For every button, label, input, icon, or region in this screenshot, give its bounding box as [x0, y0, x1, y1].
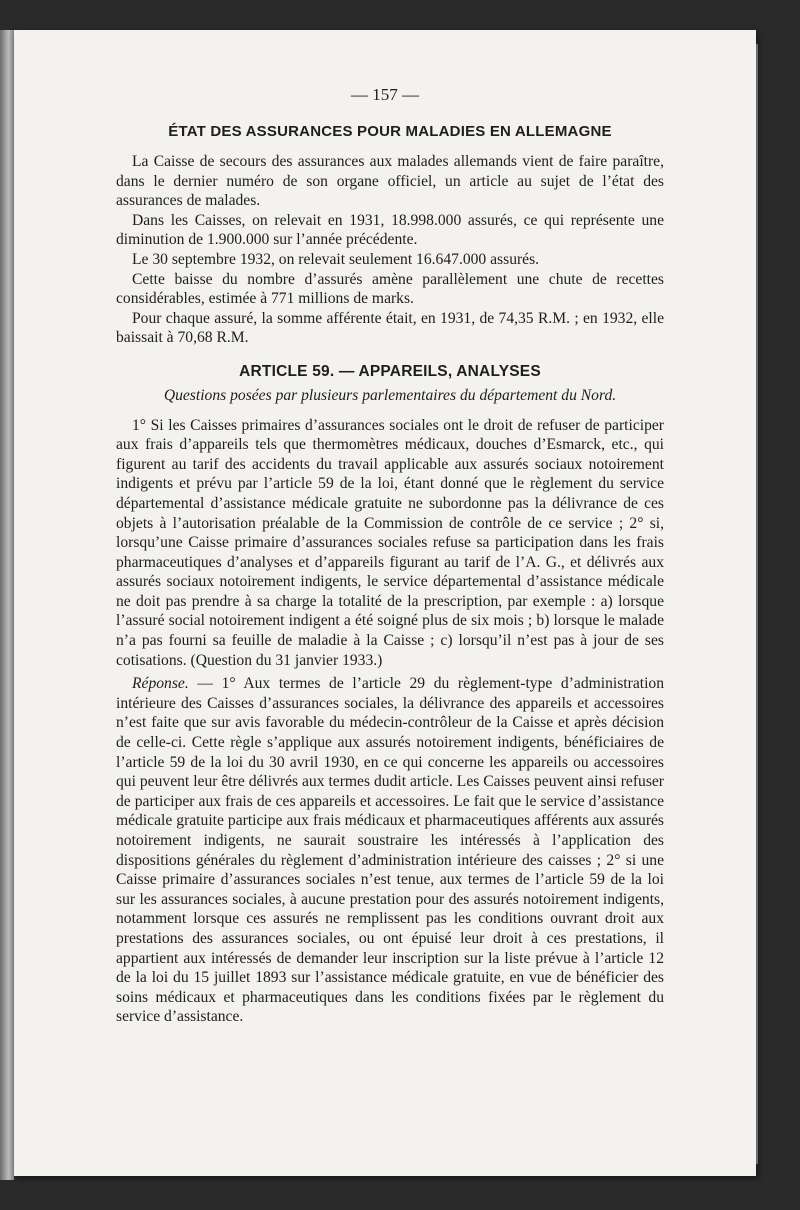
paragraph: Cette baisse du nombre d’assurés amène parallèlement une chute de recettes considérables, estimée à 771 millions de marks.	[116, 270, 664, 308]
question-paragraph: 1° Si les Caisses primaires d’assurances sociales ont le droit de refuser de participer aux frais d’appareils tels que thermomètres médicaux, douches d’Esmarck, etc., qui figurent au tarif des accidents du travail applicable aux assurés sociaux notoirement indigents et prévu par l’article 59 de la loi, étant donné que le règlement du service départemental d’assistance médicale gratuite ne subordonne pas la délivrance de ces objets à l’autorisation préalable de la Commission de contrôle de ce service ; 2° si, lorsqu’une Caisse primaire d’assurances sociales refuse sa participation dans les frais pharmaceutiques d’analyses et d’appareils figurant au tarif de l’A. G., et délivrés aux assurés sociaux notoirement indigents, le service départemental d’assistance médicale ne doit pas prendre à sa charge la totalité de la prescription, par exemple : a) lorsque l’assuré social notoirement indigent a été soigné plus de six mois ; b) lorsque le malade n’a pas fourni sa feuille de maladie à la Caisse ; c) lorsqu’il n’est pas à jour de ses cotisations. (Question du 31 janvier 1933.)	[116, 416, 664, 669]
answer-paragraph	[116, 674, 664, 1027]
paragraph: Dans les Caisses, on relevait en 1931, 18.998.000 assurés, ce qui représente une diminution de 1.900.000 sur l’année précédente.	[116, 211, 664, 249]
section-title-article-59: ARTICLE 59. — APPAREILS, ANALYSES	[239, 362, 541, 380]
section-subtitle: Questions posées par plusieurs parlementaires du département du Nord.	[163, 386, 617, 404]
page-number: — 157 —	[351, 85, 419, 104]
paragraph: Pour chaque assuré, la somme afférente était, en 1931, de 74,35 R.M. ; en 1932, elle baissait à 70,68 R.M.	[116, 309, 664, 347]
paragraph: La Caisse de secours des assurances aux malades allemands vient de faire paraître, dans le dernier numéro de son organe officiel, un article au sujet de l’état des assurances de malades.	[116, 153, 664, 210]
document-page	[14, 30, 756, 1176]
adjacent-page-edge	[0, 30, 14, 1180]
paragraph: Le 30 septembre 1932, on relevait seulement 16.647.000 assurés.	[132, 250, 540, 268]
page-content	[116, 122, 664, 1027]
answer-label: Réponse.	[132, 675, 189, 693]
section-title-assurances-allemagne: ÉTAT DES ASSURANCES POUR MALADIES EN ALLEMAGNE	[168, 123, 612, 140]
answer-text: — 1° Aux termes de l’article 29 du règlement-type d’administration intérieure des Caisses d’assurances sociales, la délivrance des appareils et accessoires n’est faite que sur avis favorable du médecin-contrôleur de la Caisse et après décision de celle-ci. Cette règle s’applique aux assurés notoirement indigents, bénéficiaires de l’article 59 de la loi du 30 avril 1930, en ce qui concerne les appareils ou accessoires qui peuvent leur être délivrés aux termes dudit article. Les Caisses peuvent ainsi refuser de participer aux frais de ces appareils et accessoires. Le fait que le service d’assistance médicale gratuite participe aux frais médicaux et pharmaceutiques afférents aux assurés notoirement indigents, ne saurait soustraire les intéressés à l’application des dispositions générales du règlement d’administration intérieure des caisses ; 2° si une Caisse primaire d’assurances sociales n’est tenue, aux termes de l’article 59 de la loi sur les assurances sociales, à aucune prestation pour des assurés notoirement indigents, notamment lorsque ces assurés ne remplissent pas les conditions ouvrant droit aux prestations des assurances sociales, ou ont épuisé leur droit à ces prestations, il appartient aux intéressés de demander leur inscription sur la liste prévue à l’article 12 de la loi du 15 juillet 1893 sur l’assistance médicale gratuite, en vue de bénéficier des soins médicaux et pharmaceutiques dans les conditions fixées par le règlement du service d’assistance.	[116, 675, 664, 1026]
